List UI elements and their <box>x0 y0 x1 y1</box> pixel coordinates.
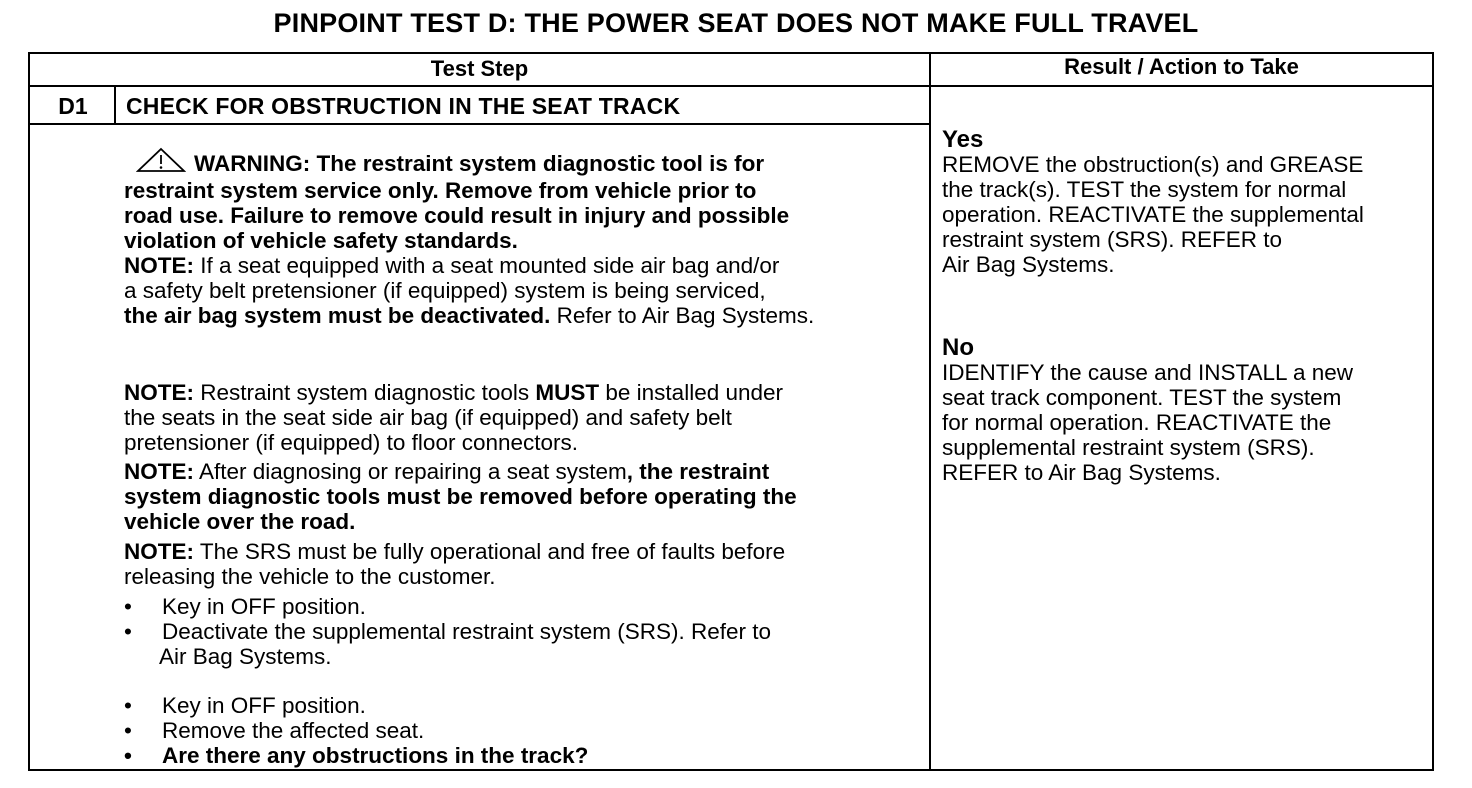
page-title: PINPOINT TEST D: THE POWER SEAT DOES NOT MAKE FULL TRAVEL <box>273 8 1199 38</box>
step-title: CHECK FOR OBSTRUCTION IN THE SEAT TRACK <box>126 93 681 119</box>
note-3 <box>124 459 797 534</box>
note-label: NOTE: <box>124 253 194 278</box>
result-text: for normal operation. REACTIVATE the <box>942 410 1332 435</box>
list-item <box>124 693 588 718</box>
result-no-label: No <box>942 334 974 361</box>
list-item <box>124 619 771 644</box>
list-item <box>124 718 588 743</box>
note-4 <box>124 539 785 589</box>
note-text: If a seat equipped with a seat mounted side air bag and/or <box>194 253 780 278</box>
note-text: After diagnosing or repairing a seat system <box>194 459 627 484</box>
note-emphasis: system diagnostic tools must be removed before operating the <box>124 484 797 509</box>
result-text: REMOVE the obstruction(s) and GREASE <box>942 152 1364 177</box>
list-item-text: Remove the affected seat. <box>162 718 425 743</box>
note-label: NOTE: <box>124 380 194 405</box>
result-text: operation. REACTIVATE the supplemental <box>942 202 1364 227</box>
bullet-icon: • <box>124 743 132 768</box>
result-text: Air Bag Systems. <box>942 252 1115 277</box>
list-item-text: Deactivate the supplemental restraint system (SRS). Refer to <box>162 619 771 644</box>
bullet-icon: • <box>124 594 132 619</box>
result-no <box>942 335 1428 485</box>
warning-triangle-icon <box>136 147 186 178</box>
result-yes-label: Yes <box>942 126 984 153</box>
result-text: seat track component. TEST the system <box>942 385 1342 410</box>
header-test-step: Test Step <box>430 56 529 81</box>
list-item-text: Key in OFF position. <box>162 693 366 718</box>
note-text: Refer to Air Bag Systems. <box>550 303 815 328</box>
note-1 <box>124 253 814 328</box>
note-text: The SRS must be fully operational and free of faults before <box>194 539 786 564</box>
list-item-text: Key in OFF position. <box>162 594 366 619</box>
result-yes <box>942 127 1428 277</box>
note-text: be installed under <box>599 380 784 405</box>
note-emphasis: vehicle over the road. <box>124 509 356 534</box>
note-text: pretensioner (if equipped) to floor connectors. <box>124 430 579 455</box>
bullet-list-b <box>124 693 588 768</box>
result-text: supplemental restraint system (SRS). <box>942 435 1315 460</box>
warning-line-2: restraint system service only. Remove from vehicle prior to <box>124 178 757 203</box>
note-text: Restraint system diagnostic tools <box>194 380 536 405</box>
header-divider <box>28 85 1434 87</box>
warning-block <box>124 147 789 253</box>
bullet-icon: • <box>124 718 132 743</box>
bullet-icon: • <box>124 619 132 644</box>
note-emphasis: the air bag system must be deactivated. <box>124 303 551 328</box>
header-result: Result / Action to Take <box>1064 54 1299 79</box>
note-text: releasing the vehicle to the customer. <box>124 564 496 589</box>
note-text: a safety belt pretensioner (if equipped) system is being serviced, <box>124 278 766 303</box>
question-text: Are there any obstructions in the track? <box>162 743 589 768</box>
bullet-list-a <box>124 594 771 669</box>
warning-line-4: violation of vehicle safety standards. <box>124 228 518 253</box>
result-text: IDENTIFY the cause and INSTALL a new <box>942 360 1354 385</box>
note-label: NOTE: <box>124 459 194 484</box>
result-text: restraint system (SRS). REFER to <box>942 227 1283 252</box>
list-item <box>124 743 588 768</box>
result-text: the track(s). TEST the system for normal <box>942 177 1347 202</box>
note-emphasis: , the restraint <box>626 459 770 484</box>
result-text: REFER to Air Bag Systems. <box>942 460 1221 485</box>
note-label: NOTE: <box>124 539 194 564</box>
warning-line-1: WARNING: The restraint system diagnostic tool is for <box>194 151 765 176</box>
bullet-icon: • <box>124 693 132 718</box>
note-text: the seats in the seat side air bag (if equipped) and safety belt <box>124 405 732 430</box>
note-2 <box>124 380 783 455</box>
warning-line-3: road use. Failure to remove could result in injury and possible <box>124 203 790 228</box>
list-item-text: Air Bag Systems. <box>159 644 332 669</box>
list-item <box>124 594 771 619</box>
column-divider <box>929 52 931 771</box>
note-emphasis: MUST <box>535 380 600 405</box>
step-id: D1 <box>58 93 88 119</box>
